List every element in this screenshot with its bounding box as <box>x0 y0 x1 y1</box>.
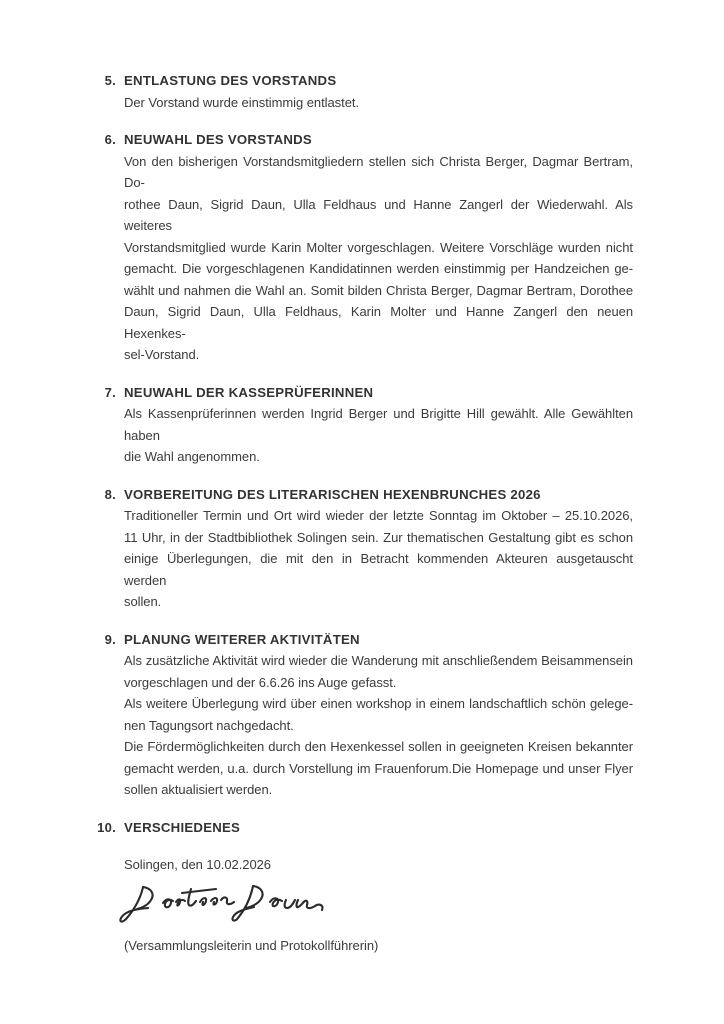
body-line: Als weitere Überlegung wird über einen workshop in einem landschaftlich schön gelege- <box>124 696 633 711</box>
section-number: 7. <box>104 384 116 400</box>
body-line: Der Vorstand wurde einstimmig entlastet. <box>124 94 359 110</box>
body-line: sollen. <box>124 594 162 609</box>
section-number: 9. <box>104 631 116 647</box>
section <box>104 629 633 801</box>
section-paragraph <box>124 693 633 736</box>
body-line: sollen aktualisiert werden. <box>124 782 273 797</box>
body-line: Daun, Sigrid Daun, Ulla Feldhaus, Karin Molter und Hanne Zangerl den neuen Hexenkes- <box>124 304 633 341</box>
body-line: vorgeschlagen und der 6.6.26 ins Auge gefasst. <box>124 674 397 690</box>
section <box>104 484 633 613</box>
section-title: NEUWAHL DES VORSTANDS <box>124 132 312 147</box>
body-line: einige Überlegungen, die mit den in Betracht kommenden Akteuren ausgetauscht werden <box>124 551 633 588</box>
signature-caption: (Versammlungsleiterin und Protokollführerin) <box>124 937 379 953</box>
section <box>97 817 633 839</box>
body-line: Traditioneller Termin und Ort wird wieder der letzte Sonntag im Oktober – 25.10.2026, <box>124 508 633 523</box>
body-line: gemacht. Die vorgeschlagenen Kandidatinnen werden einstimmig per Handzeichen ge- <box>124 261 633 276</box>
body-line: rothee Daun, Sigrid Daun, Ulla Feldhaus und Hanne Zangerl der Wiederwahl. Als weiteres <box>124 196 633 233</box>
section-title: VERSCHIEDENES <box>124 819 241 835</box>
section <box>104 70 633 113</box>
body-line: die Wahl angenommen. <box>124 449 260 464</box>
section-title: ENTLASTUNG DES VORSTANDS <box>124 73 337 88</box>
body-line: wählt und nahmen die Wahl an. Somit bilden Christa Berger, Dagmar Bertram, Dorothee <box>124 282 633 298</box>
body-line: Von den bisherigen Vorstandsmitgliedern stellen sich Christa Berger, Dagmar Bertram, Do- <box>124 153 633 190</box>
protocol-sections <box>97 70 633 838</box>
section-number: 10. <box>97 819 116 835</box>
handwritten-signature <box>118 880 330 932</box>
body-line: Als zusätzliche Aktivität wird wieder die Wanderung mit anschließendem Beisammensein <box>124 653 633 668</box>
body-line: Als Kassenprüferinnen werden Ingrid Berger und Brigitte Hill gewählt. Alle Gewählten haben <box>124 406 633 443</box>
section-number: 5. <box>104 73 116 88</box>
section-paragraph <box>124 403 633 468</box>
section-paragraph <box>124 92 633 114</box>
section-paragraph <box>124 736 633 801</box>
body-line: gemacht werden, u.a. durch Vorstellung im Frauenforum.Die Homepage und unser Flyer <box>124 760 633 776</box>
document-content <box>97 70 633 956</box>
section-paragraph <box>124 650 633 693</box>
section-title: NEUWAHL DER KASSEPRÜFERINNEN <box>124 384 374 400</box>
body-line: 11 Uhr, in der Stadtbibliothek Solingen sein. Zur thematischen Gestaltung gibt es schon <box>124 529 633 545</box>
signature-strokes <box>120 886 322 922</box>
section-number: 6. <box>104 132 116 147</box>
section-title: VORBEREITUNG DES LITERARISCHEN HEXENBRUNCHES 2026 <box>124 486 541 502</box>
body-line: Die Fördermöglichkeiten durch den Hexenkessel sollen in geeigneten Kreisen bekannter <box>124 739 633 754</box>
place-date: Solingen, den 10.02.2026 <box>124 857 271 872</box>
body-line: Vorstandsmitglied wurde Karin Molter vorgeschlagen. Weitere Vorschläge wurden nicht <box>124 239 633 255</box>
body-line: sel-Vorstand. <box>124 347 200 362</box>
section <box>104 382 633 468</box>
body-line: nen Tagungsort nachgedacht. <box>124 717 294 733</box>
section-title: PLANUNG WEITERER AKTIVITÄTEN <box>124 631 360 647</box>
section-number: 8. <box>104 486 116 502</box>
closing-block <box>124 854 633 956</box>
section <box>104 129 633 366</box>
section-paragraph <box>124 505 633 613</box>
section-paragraph <box>124 151 633 366</box>
